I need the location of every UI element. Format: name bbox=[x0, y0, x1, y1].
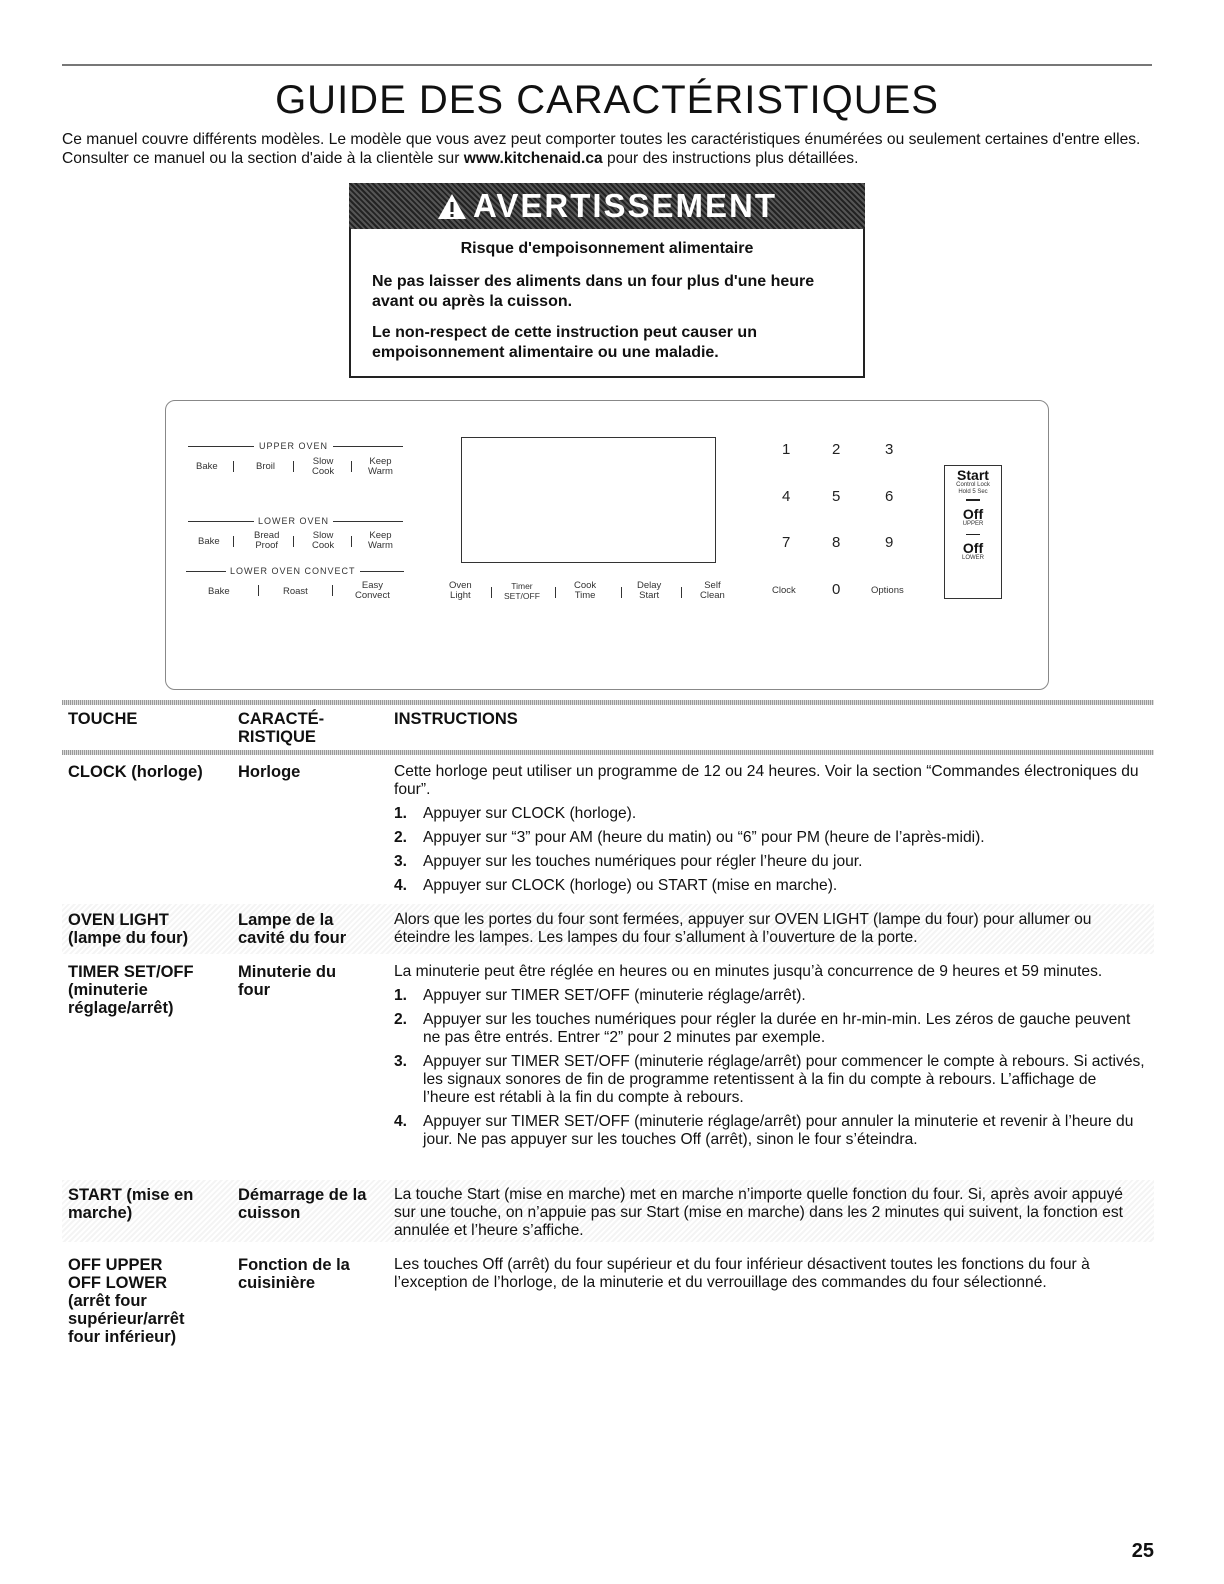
upper-oven-label: UPPER OVEN bbox=[259, 441, 329, 451]
warning-line-1: Ne pas laisser des aliments dans un four plus d'une heure avant ou après la cuisson. bbox=[372, 273, 815, 310]
lower-slow-cook-key[interactable]: Slow Cook bbox=[312, 530, 335, 551]
list-item: 2. Appuyer sur les touches numériques pour régler la durée en hr-min-min. Les zéros de gauche peuvent ne pas être entrés. Entrer “2” pour 2 minutes par exemple. bbox=[394, 1011, 1131, 1046]
list-item: 4. Appuyer sur CLOCK (horloge) ou START (mise en marche). bbox=[394, 877, 838, 894]
delay-start-key[interactable]: Delay Start bbox=[637, 580, 662, 601]
off-lower-key[interactable]: Off bbox=[962, 540, 984, 556]
keypad-0[interactable]: 0 bbox=[832, 581, 841, 598]
cook-time-key[interactable]: Cook Time bbox=[574, 580, 597, 601]
warning-box bbox=[349, 229, 865, 378]
intro-text: Ce manuel couvre différents modèles. Le modèle que vous avez peut comporter toutes les caractéristiques énumérées ou seulement certaines d'entre elles. Consulter ce manuel ou la section d'aide à la clientèle sur bbox=[62, 131, 1141, 167]
keypad-4[interactable]: 4 bbox=[782, 488, 791, 505]
warning-subheading: Risque d'empoisonnement alimentaire bbox=[460, 240, 754, 257]
start-key[interactable]: Start bbox=[957, 467, 989, 483]
list-item: 1. Appuyer sur CLOCK (horloge). bbox=[394, 805, 637, 822]
row-instructions: La touche Start (mise en marche) met en marche n’importe quelle fonction du four. Si, après avoir appuyé sur une touche, on n’appuie pas sur Start (mise en marche) dans les 2 minutes qui suivent, la fonction est annulée et l’heure s’affiche. bbox=[394, 1186, 1123, 1239]
row-key: START (mise en marche) bbox=[68, 1186, 194, 1222]
row-key: TIMER SET/OFF (minuterie réglage/arrêt) bbox=[68, 963, 194, 1017]
col-header-instructions: INSTRUCTIONS bbox=[394, 710, 518, 728]
list-item: 3. Appuyer sur TIMER SET/OFF (minuterie réglage/arrêt) pour commencer le compte à rebours. Si activés, les signaux sonores de fin de programme retentissent à la fin du compte à rebours. L’affichage de l’heure est rétabli à la fin du compte à rebours. bbox=[394, 1053, 1145, 1106]
control-lock-label: Control Lock Hold 5 Sec bbox=[956, 482, 990, 495]
self-clean-key[interactable]: Self Clean bbox=[700, 580, 725, 601]
list-item: 3. Appuyer sur les touches numériques pour régler l’heure du jour. bbox=[394, 853, 863, 870]
off-lower-label: LOWER bbox=[961, 555, 984, 561]
keypad-2[interactable]: 2 bbox=[832, 441, 841, 458]
keypad-3[interactable]: 3 bbox=[885, 441, 894, 458]
page-number: 25 bbox=[1131, 1540, 1154, 1562]
row-text: Cette horloge peut utiliser un programme de 12 ou 24 heures. Voir la section “Commandes électroniques du four”. bbox=[394, 763, 1139, 798]
row-instructions: Les touches Off (arrêt) du four supérieur et du four inférieur désactivent toutes les fonctions du four à l’exception de l’horloge, de la minuterie et du verrouillage des commandes du four sélectionné. bbox=[394, 1256, 1090, 1291]
display-screen bbox=[461, 437, 716, 563]
row-instructions bbox=[394, 963, 1146, 1155]
keypad-6[interactable]: 6 bbox=[885, 488, 894, 505]
row-text: La minuterie peut être réglée en heures ou en minutes jusqu’à concurrence de 9 heures et 59 minutes. bbox=[394, 963, 1103, 980]
keypad-5[interactable]: 5 bbox=[832, 488, 841, 505]
intro-paragraph bbox=[62, 130, 1157, 168]
warning-triangle-icon bbox=[437, 193, 467, 220]
keypad-8[interactable]: 8 bbox=[832, 534, 841, 551]
col-header-feature: CARACTÉ- RISTIQUE bbox=[238, 710, 325, 746]
lower-convect-label: LOWER OVEN CONVECT bbox=[230, 566, 356, 576]
timer-set-off-key[interactable]: Timer SET/OFF bbox=[504, 581, 540, 601]
keypad-1[interactable]: 1 bbox=[782, 441, 791, 458]
row-key: CLOCK (horloge) bbox=[68, 763, 203, 781]
keypad-7[interactable]: 7 bbox=[782, 534, 791, 551]
convect-bake-key[interactable]: Bake bbox=[208, 586, 230, 597]
lower-bread-proof-key[interactable]: Bread Proof bbox=[254, 530, 280, 551]
upper-slow-cook-key[interactable]: Slow Cook bbox=[312, 456, 335, 477]
easy-convect-key[interactable]: Easy Convect bbox=[355, 580, 390, 601]
warning-heading: AVERTISSEMENT bbox=[472, 187, 778, 224]
lower-keep-warm-key[interactable]: Keep Warm bbox=[368, 530, 393, 551]
lower-bake-key[interactable]: Bake bbox=[198, 536, 220, 547]
options-key[interactable]: Options bbox=[871, 585, 904, 596]
intro-tail: pour des instructions plus détaillées. bbox=[607, 150, 859, 167]
start-off-keys bbox=[944, 465, 1002, 599]
table-header-rule bbox=[62, 750, 1154, 755]
page-title: GUIDE DES CARACTÉRISTIQUES bbox=[275, 78, 939, 122]
keypad-9[interactable]: 9 bbox=[885, 534, 894, 551]
off-upper-key[interactable]: Off bbox=[962, 505, 984, 522]
control-panel-diagram bbox=[165, 400, 1049, 690]
top-rule bbox=[62, 64, 1152, 66]
off-upper-label: UPPER bbox=[962, 520, 984, 527]
table-top-rule bbox=[62, 700, 1154, 705]
row-key: OVEN LIGHT (lampe du four) bbox=[68, 911, 189, 947]
list-item: 4. Appuyer sur TIMER SET/OFF (minuterie réglage/arrêt) pour annuler la minuterie et revenir à l’heure du jour. Ne pas appuyer sur les touches Off (arrêt), sinon le four s’éteindra. bbox=[394, 1113, 1134, 1148]
list-item: 2. Appuyer sur “3” pour AM (heure du matin) ou “6” pour PM (heure de l’après-midi). bbox=[394, 829, 985, 846]
clock-key[interactable]: Clock bbox=[772, 585, 796, 596]
intro-link[interactable]: www.kitchenaid.ca bbox=[463, 150, 603, 167]
list-item: 1. Appuyer sur TIMER SET/OFF (minuterie réglage/arrêt). bbox=[394, 987, 806, 1004]
row-feature: Horloge bbox=[238, 763, 301, 781]
row-instructions: Alors que les portes du four sont fermées, appuyer sur OVEN LIGHT (lampe du four) pour allumer ou éteindre les lampes. Les lampes du four s’allument à l’ouverture de la porte. bbox=[394, 911, 1092, 946]
row-instructions bbox=[394, 763, 1146, 901]
upper-keep-warm-key[interactable]: Keep Warm bbox=[368, 456, 393, 477]
row-feature: Démarrage de la cuisson bbox=[238, 1186, 367, 1222]
oven-light-key[interactable]: Oven Light bbox=[449, 580, 472, 601]
convect-roast-key[interactable]: Roast bbox=[283, 586, 308, 597]
warning-header bbox=[349, 183, 865, 229]
row-feature: Lampe de la cavité du four bbox=[238, 911, 347, 947]
upper-broil-key[interactable]: Broil bbox=[256, 461, 276, 472]
col-header-key: TOUCHE bbox=[68, 710, 138, 728]
row-key: OFF UPPER OFF LOWER (arrêt four supérieur/arrêt four inférieur) bbox=[68, 1256, 185, 1346]
row-feature: Fonction de la cuisinière bbox=[238, 1256, 350, 1292]
lower-oven-label: LOWER OVEN bbox=[258, 516, 330, 526]
warning-line-2: Le non-respect de cette instruction peut causer un empoisonnement alimentaire ou une maladie. bbox=[372, 324, 757, 361]
upper-bake-key[interactable]: Bake bbox=[196, 461, 218, 472]
row-feature: Minuterie du four bbox=[238, 963, 337, 999]
